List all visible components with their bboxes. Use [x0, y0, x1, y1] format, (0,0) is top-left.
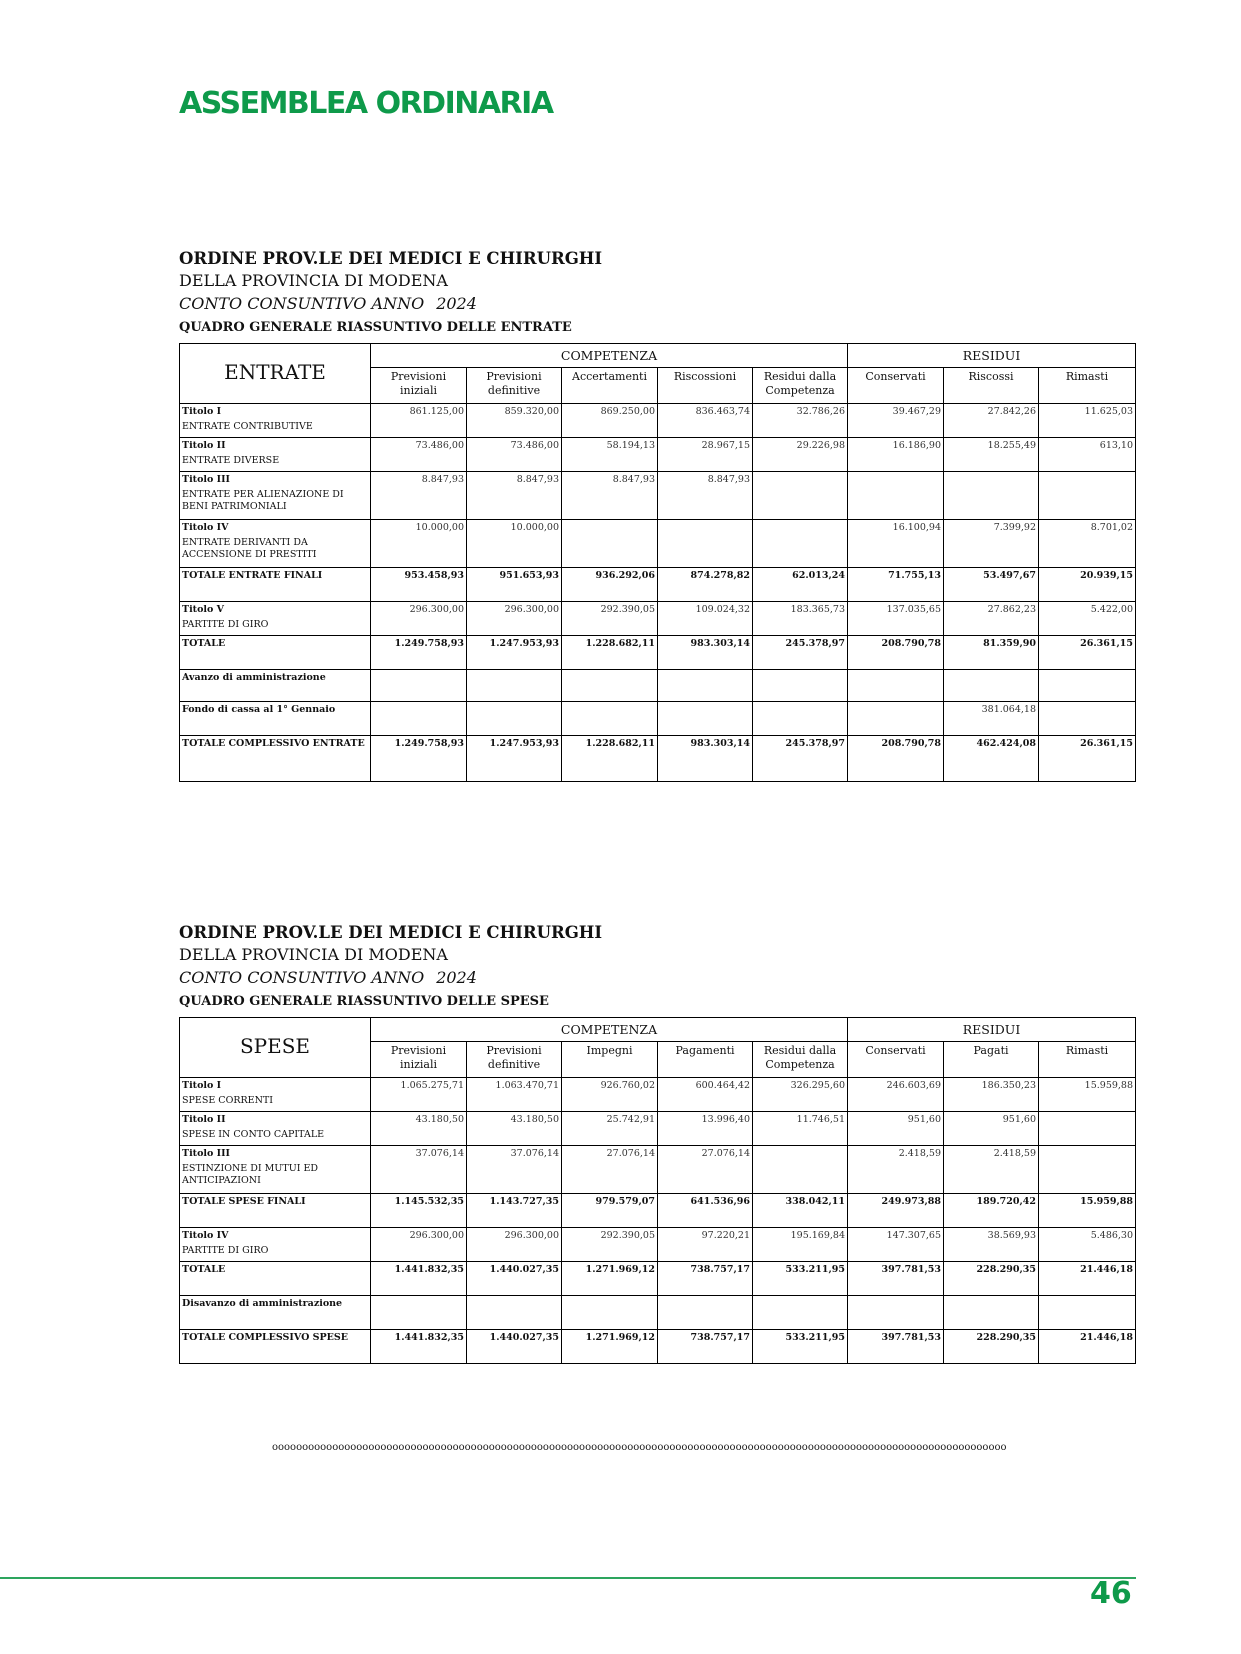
cell-value: 27.842,26 [944, 404, 1039, 438]
cell-value: 8.847,93 [562, 472, 658, 520]
column-header: Previsioni definitive [467, 368, 562, 404]
cell-value: 8.701,02 [1039, 520, 1136, 568]
row-label [180, 520, 371, 568]
cell-value: 137.035,65 [848, 602, 944, 636]
column-header: Rimasti [1039, 368, 1136, 404]
cell-value: 27.076,14 [658, 1146, 753, 1194]
group-residui: RESIDUI [848, 344, 1136, 368]
cell-value: 983.303,14 [658, 636, 753, 670]
column-header: Conservati [848, 1042, 944, 1078]
table-row [180, 404, 1136, 438]
group-competenza: COMPETENZA [371, 1018, 848, 1042]
table-row [180, 1296, 1136, 1330]
row-title: TOTALE SPESE FINALI [182, 1196, 306, 1207]
cell-value: 53.497,67 [944, 568, 1039, 602]
cell-value: 97.220,21 [658, 1228, 753, 1262]
cell-value: 245.378,97 [753, 736, 848, 782]
cell-value: 7.399,92 [944, 520, 1039, 568]
cell-value: 1.440.027,35 [467, 1330, 562, 1364]
cell-value: 859.320,00 [467, 404, 562, 438]
section-label: SPESE [180, 1018, 371, 1078]
row-label [180, 404, 371, 438]
cell-value [562, 702, 658, 736]
cell-value [371, 670, 467, 702]
cell-value: 11.746,51 [753, 1112, 848, 1146]
cell-value: 20.939,15 [1039, 568, 1136, 602]
row-description: ENTRATE DIVERSE [182, 455, 280, 466]
footer-rule [0, 1577, 1136, 1579]
cell-value: 21.446,18 [1039, 1330, 1136, 1364]
row-title: TOTALE COMPLESSIVO SPESE [182, 1332, 348, 1343]
cell-value: 183.365,73 [753, 602, 848, 636]
cell-value [753, 520, 848, 568]
row-title: Titolo I [182, 1080, 222, 1091]
cell-value: 397.781,53 [848, 1330, 944, 1364]
row-title: TOTALE ENTRATE FINALI [182, 570, 323, 581]
cell-value: 738.757,17 [658, 1262, 753, 1296]
table-row [180, 636, 1136, 670]
org-name: ORDINE PROV.LE DEI MEDICI E CHIRURGHI [179, 923, 603, 942]
cell-value: 1.065.275,71 [371, 1078, 467, 1112]
column-header: Pagati [944, 1042, 1039, 1078]
row-description: PARTITE DI GIRO [182, 1245, 269, 1256]
org-name: ORDINE PROV.LE DEI MEDICI E CHIRURGHI [179, 249, 603, 268]
table-row [180, 568, 1136, 602]
row-label [180, 1262, 371, 1296]
row-label [180, 702, 371, 736]
cell-value: 953.458,93 [371, 568, 467, 602]
cell-value: 81.359,90 [944, 636, 1039, 670]
cell-value: 600.464,42 [658, 1078, 753, 1112]
conto-year: CONTO CONSUNTIVO ANNO 2024 [179, 968, 477, 987]
cell-value [562, 670, 658, 702]
cell-value: 641.536,96 [658, 1194, 753, 1228]
cell-value: 189.720,42 [944, 1194, 1039, 1228]
cell-value [1039, 1296, 1136, 1330]
table-row [180, 1262, 1136, 1296]
cell-value: 29.226,98 [753, 438, 848, 472]
page-header-title: ASSEMBLEA ORDINARIA [179, 86, 553, 121]
cell-value: 32.786,26 [753, 404, 848, 438]
cell-value: 1.228.682,11 [562, 736, 658, 782]
row-label [180, 1330, 371, 1364]
cell-value [848, 702, 944, 736]
cell-value: 533.211,95 [753, 1330, 848, 1364]
org-subtitle: DELLA PROVINCIA DI MODENA [179, 271, 448, 290]
quadro-title: QUADRO GENERALE RIASSUNTIVO DELLE SPESE [179, 994, 549, 1009]
row-title: TOTALE [182, 638, 226, 649]
row-title: Titolo I [182, 406, 222, 417]
cell-value: 926.760,02 [562, 1078, 658, 1112]
table-row [180, 520, 1136, 568]
section-label: ENTRATE [180, 344, 371, 404]
cell-value [848, 1296, 944, 1330]
group-residui: RESIDUI [848, 1018, 1136, 1042]
cell-value: 869.250,00 [562, 404, 658, 438]
row-label [180, 1194, 371, 1228]
row-label [180, 568, 371, 602]
table-row [180, 1228, 1136, 1262]
cell-value: 27.862,23 [944, 602, 1039, 636]
row-title: TOTALE [182, 1264, 226, 1275]
cell-value [658, 1296, 753, 1330]
cell-value: 1.249.758,93 [371, 736, 467, 782]
row-description: ENTRATE PER ALIENAZIONE DI BENI PATRIMONIALI [182, 489, 344, 512]
conto-year: CONTO CONSUNTIVO ANNO 2024 [179, 294, 477, 313]
cell-value: 208.790,78 [848, 636, 944, 670]
cell-value [753, 702, 848, 736]
cell-value [1039, 1146, 1136, 1194]
table-row [180, 736, 1136, 782]
cell-value: 1.440.027,35 [467, 1262, 562, 1296]
cell-value: 979.579,07 [562, 1194, 658, 1228]
table-row [180, 702, 1136, 736]
row-label [180, 602, 371, 636]
row-title: Disavanzo di amministrazione [182, 1298, 343, 1309]
cell-value: 73.486,00 [467, 438, 562, 472]
column-header: Rimasti [1039, 1042, 1136, 1078]
cell-value: 43.180,50 [467, 1112, 562, 1146]
cell-value: 1.143.727,35 [467, 1194, 562, 1228]
row-label [180, 1078, 371, 1112]
cell-value: 397.781,53 [848, 1262, 944, 1296]
row-title: Fondo di cassa al 1° Gennaio [182, 704, 336, 715]
cell-value [562, 1296, 658, 1330]
cell-value: 186.350,23 [944, 1078, 1039, 1112]
cell-value: 1.441.832,35 [371, 1262, 467, 1296]
cell-value [848, 472, 944, 520]
cell-value [658, 702, 753, 736]
cell-value: 228.290,35 [944, 1262, 1039, 1296]
cell-value: 1.247.953,93 [467, 636, 562, 670]
table-row [180, 670, 1136, 702]
cell-value: 195.169,84 [753, 1228, 848, 1262]
cell-value: 58.194,13 [562, 438, 658, 472]
cell-value: 296.300,00 [371, 602, 467, 636]
table-row [180, 1194, 1136, 1228]
table-row [180, 1112, 1136, 1146]
cell-value: 338.042,11 [753, 1194, 848, 1228]
cell-value: 109.024,32 [658, 602, 753, 636]
cell-value [944, 1296, 1039, 1330]
page-number: 46 [1090, 1576, 1132, 1611]
cell-value: 13.996,40 [658, 1112, 753, 1146]
cell-value: 462.424,08 [944, 736, 1039, 782]
quadro-title: QUADRO GENERALE RIASSUNTIVO DELLE ENTRATE [179, 320, 572, 335]
cell-value: 249.973,88 [848, 1194, 944, 1228]
row-title: Avanzo di amministrazione [182, 672, 326, 683]
table-row [180, 1146, 1136, 1194]
column-header: Residui dalla Competenza [753, 368, 848, 404]
row-title: TOTALE COMPLESSIVO ENTRATE [182, 738, 365, 749]
row-label [180, 472, 371, 520]
cell-value: 613,10 [1039, 438, 1136, 472]
cell-value: 15.959,88 [1039, 1078, 1136, 1112]
cell-value: 5.486,30 [1039, 1228, 1136, 1262]
column-header: Riscossioni [658, 368, 753, 404]
column-header: Riscossi [944, 368, 1039, 404]
cell-value: 1.271.969,12 [562, 1262, 658, 1296]
cell-value: 951,60 [848, 1112, 944, 1146]
cell-value: 37.076,14 [371, 1146, 467, 1194]
cell-value [371, 1296, 467, 1330]
cell-value: 16.186,90 [848, 438, 944, 472]
cell-value: 951,60 [944, 1112, 1039, 1146]
row-title: Titolo V [182, 604, 225, 615]
column-header: Previsioni iniziali [371, 368, 467, 404]
table-row [180, 1078, 1136, 1112]
row-description: ENTRATE CONTRIBUTIVE [182, 421, 313, 432]
cell-value: 861.125,00 [371, 404, 467, 438]
cell-value [658, 520, 753, 568]
cell-value [658, 670, 753, 702]
cell-value [1039, 1112, 1136, 1146]
row-description: PARTITE DI GIRO [182, 619, 269, 630]
column-header: Pagamenti [658, 1042, 753, 1078]
cell-value: 8.847,93 [467, 472, 562, 520]
cell-value: 16.100,94 [848, 520, 944, 568]
table-row [180, 438, 1136, 472]
cell-value [753, 1296, 848, 1330]
cell-value: 62.013,24 [753, 568, 848, 602]
cell-value: 39.467,29 [848, 404, 944, 438]
cell-value: 292.390,05 [562, 602, 658, 636]
row-label [180, 1296, 371, 1330]
cell-value: 228.290,35 [944, 1330, 1039, 1364]
cell-value: 73.486,00 [371, 438, 467, 472]
cell-value [467, 702, 562, 736]
cell-value: 21.446,18 [1039, 1262, 1136, 1296]
cell-value: 296.300,00 [371, 1228, 467, 1262]
cell-value: 296.300,00 [467, 602, 562, 636]
cell-value: 245.378,97 [753, 636, 848, 670]
row-label [180, 636, 371, 670]
cell-value: 2.418,59 [944, 1146, 1039, 1194]
cell-value: 15.959,88 [1039, 1194, 1136, 1228]
cell-value: 533.211,95 [753, 1262, 848, 1296]
cell-value: 8.847,93 [658, 472, 753, 520]
cell-value: 2.418,59 [848, 1146, 944, 1194]
cell-value: 836.463,74 [658, 404, 753, 438]
row-title: Titolo IV [182, 522, 229, 533]
table-row [180, 1330, 1136, 1364]
cell-value: 1.271.969,12 [562, 1330, 658, 1364]
table-row [180, 602, 1136, 636]
cell-value: 1.441.832,35 [371, 1330, 467, 1364]
cell-value: 874.278,82 [658, 568, 753, 602]
cell-value: 936.292,06 [562, 568, 658, 602]
row-title: Titolo II [182, 1114, 226, 1125]
row-label [180, 438, 371, 472]
cell-value [1039, 670, 1136, 702]
cell-value: 326.295,60 [753, 1078, 848, 1112]
row-description: SPESE CORRENTI [182, 1095, 273, 1106]
cell-value: 26.361,15 [1039, 636, 1136, 670]
cell-value: 381.064,18 [944, 702, 1039, 736]
cell-value [1039, 472, 1136, 520]
spese-table [179, 1017, 1136, 1364]
cell-value: 1.145.532,35 [371, 1194, 467, 1228]
cell-value: 246.603,69 [848, 1078, 944, 1112]
cell-value: 37.076,14 [467, 1146, 562, 1194]
row-label [180, 736, 371, 782]
cell-value: 983.303,14 [658, 736, 753, 782]
cell-value: 11.625,03 [1039, 404, 1136, 438]
column-header: Previsioni iniziali [371, 1042, 467, 1078]
row-description: ESTINZIONE DI MUTUI ED ANTICIPAZIONI [182, 1163, 319, 1186]
cell-value [562, 520, 658, 568]
cell-value: 8.847,93 [371, 472, 467, 520]
cell-value: 1.228.682,11 [562, 636, 658, 670]
cell-value [467, 1296, 562, 1330]
ornament-divider: oooooooooooooooooooooooooooooooooooooooooooooooooooooooooooooooooooooooooooooooooooooooooooooooooooooooooooooooooooooooooo [272, 1442, 1007, 1453]
cell-value: 38.569,93 [944, 1228, 1039, 1262]
cell-value: 738.757,17 [658, 1330, 753, 1364]
cell-value [371, 702, 467, 736]
table-row [180, 472, 1136, 520]
row-description: SPESE IN CONTO CAPITALE [182, 1129, 325, 1140]
row-label [180, 1146, 371, 1194]
cell-value [944, 670, 1039, 702]
cell-value: 26.361,15 [1039, 736, 1136, 782]
cell-value: 1.249.758,93 [371, 636, 467, 670]
row-description: ENTRATE DERIVANTI DA ACCENSIONE DI PRESTITI [182, 537, 317, 560]
cell-value [753, 472, 848, 520]
cell-value: 71.755,13 [848, 568, 944, 602]
entrate-table [179, 343, 1136, 782]
cell-value: 5.422,00 [1039, 602, 1136, 636]
row-title: Titolo III [182, 1148, 230, 1159]
cell-value: 25.742,91 [562, 1112, 658, 1146]
column-header: Conservati [848, 368, 944, 404]
cell-value: 27.076,14 [562, 1146, 658, 1194]
cell-value: 10.000,00 [371, 520, 467, 568]
column-header: Previsioni definitive [467, 1042, 562, 1078]
cell-value [944, 472, 1039, 520]
entrate-heading [179, 248, 1159, 339]
cell-value [467, 670, 562, 702]
column-header: Residui dalla Competenza [753, 1042, 848, 1078]
cell-value [753, 670, 848, 702]
row-label [180, 1228, 371, 1262]
cell-value: 147.307,65 [848, 1228, 944, 1262]
row-label [180, 670, 371, 702]
cell-value: 28.967,15 [658, 438, 753, 472]
cell-value: 292.390,05 [562, 1228, 658, 1262]
spese-heading [179, 922, 1159, 1013]
column-header: Accertamenti [562, 368, 658, 404]
cell-value: 1.063.470,71 [467, 1078, 562, 1112]
row-title: Titolo IV [182, 1230, 229, 1241]
cell-value: 208.790,78 [848, 736, 944, 782]
cell-value [848, 670, 944, 702]
group-competenza: COMPETENZA [371, 344, 848, 368]
org-subtitle: DELLA PROVINCIA DI MODENA [179, 945, 448, 964]
cell-value: 1.247.953,93 [467, 736, 562, 782]
cell-value: 296.300,00 [467, 1228, 562, 1262]
row-title: Titolo III [182, 474, 230, 485]
cell-value [753, 1146, 848, 1194]
cell-value: 43.180,50 [371, 1112, 467, 1146]
row-title: Titolo II [182, 440, 226, 451]
cell-value [1039, 702, 1136, 736]
cell-value: 10.000,00 [467, 520, 562, 568]
column-header: Impegni [562, 1042, 658, 1078]
row-label [180, 1112, 371, 1146]
cell-value: 18.255,49 [944, 438, 1039, 472]
cell-value: 951.653,93 [467, 568, 562, 602]
